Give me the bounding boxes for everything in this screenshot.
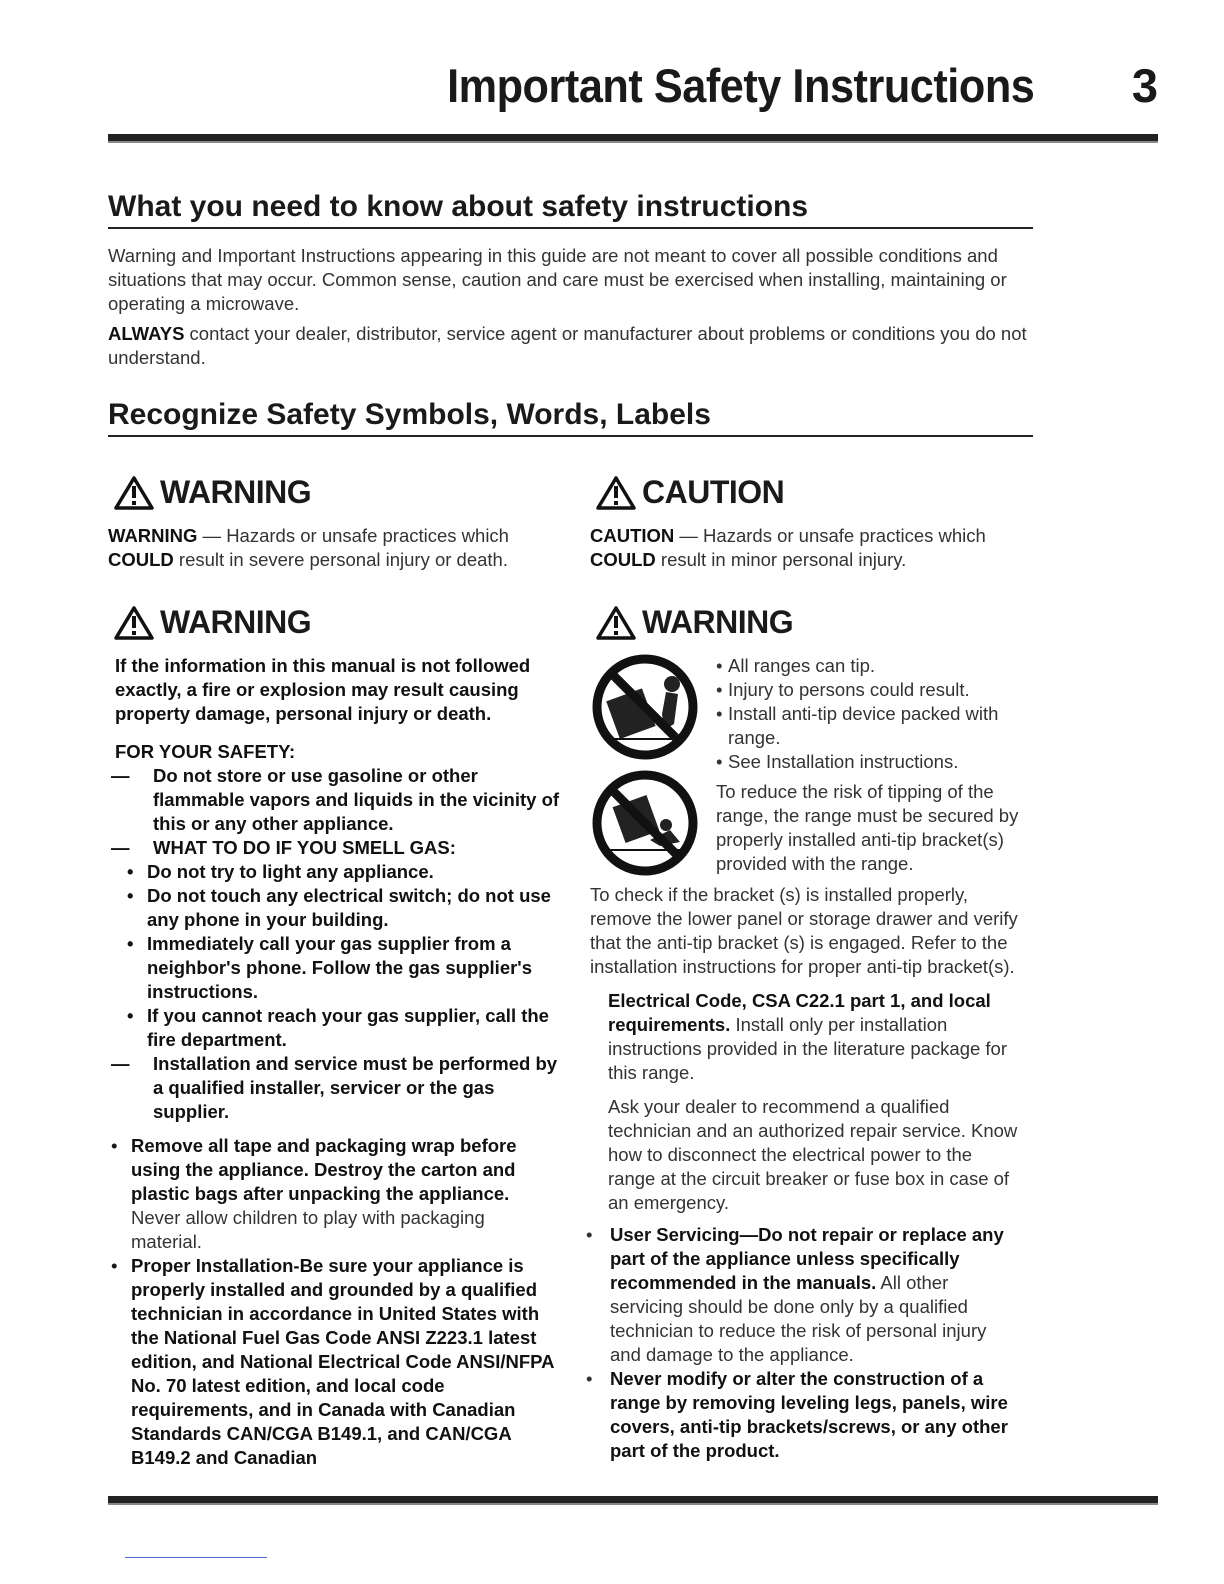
text: All other servicing should be done only by a qualified technician to reduce the risk of personal injury and damage to the appliance. (610, 1272, 987, 1365)
safety-item: — Do not store or use gasoline or other flammable vapors and liquids in the vicinity of this or any other appliance. (111, 765, 560, 834)
item-text: Do not try to light any appliance. (147, 861, 434, 882)
text: result in minor personal injury. (655, 549, 907, 570)
gas-item: • Do not touch any electrical switch; do not use any phone in your building. (127, 884, 560, 932)
page-title: Important Safety Instructions (446, 59, 1034, 112)
text: result in severe personal injury or death. (173, 549, 508, 570)
always-paragraph (108, 322, 1033, 370)
range-tip-icon (590, 654, 700, 760)
term: WARNING (108, 525, 198, 546)
bold-text: User Servicing—Do not repair or replace any part of the appliance unless specifically recommended in the manuals. (610, 1224, 1004, 1293)
could: COULD (108, 549, 174, 570)
caution-signal (594, 474, 784, 511)
tip-warning-signal (594, 604, 793, 641)
for-your-safety-label: FOR YOUR SAFETY: (115, 741, 296, 762)
page-number: 3 (1131, 59, 1158, 112)
caution-definition (590, 524, 1035, 572)
warning-triangle-icon (112, 605, 156, 641)
always-text: contact your dealer, distributor, service agent or manufacturer about problems or conditions you do not understand. (108, 323, 1027, 368)
section-heading-safety-instructions: What you need to know about safety instructions (108, 190, 1033, 229)
term: CAUTION (590, 525, 675, 546)
item-text: Installation and service must be performed by a qualified installer, servicer or the gas supplier. (153, 1053, 558, 1122)
item-text: Install anti-tip device packed with range. (728, 703, 999, 748)
packaging-bullet: • Remove all tape and packaging wrap before using the appliance. Destroy the carton and plastic bags after unpacking the appliance. Never allow children to play with packaging material. (111, 1135, 517, 1252)
gas-item: • Do not try to light any appliance. (127, 861, 434, 882)
warning-signal (112, 474, 311, 511)
safety-item: — Installation and service must be performed by a qualified installer, servicer or the gas supplier. (105, 1052, 560, 1124)
footer-link-line (125, 1557, 267, 1558)
text: Install only per installation instructions provided in the literature package for this range. (608, 1014, 1007, 1083)
tip-item: • See Installation instructions. (716, 751, 959, 772)
could: COULD (590, 549, 656, 570)
gas-warning-intro: If the information in this manual is not followed exactly, a fire or explosion may result causing property damage, personal injury or death. (115, 655, 531, 724)
dealer-paragraph: Ask your dealer to recommend a qualified technician and an authorized repair service. Know how to disconnect the electrical power to the range at the circuit breaker or fuse box in case of an emergency. (608, 1096, 1018, 1213)
range-tip-child-icon (590, 770, 700, 876)
bold-text: Electrical Code, CSA C22.1 part 1, and local requirements. (608, 990, 991, 1035)
gas-warning-signal (112, 604, 311, 641)
user-servicing-bullet: • User Servicing—Do not repair or replace any part of the appliance unless specifically recommended in the manuals. All other servicing should be done only by a qualified technician to reduce the risk of personal injury and damage to the appliance. (586, 1224, 1004, 1365)
always-label: ALWAYS (108, 323, 185, 344)
item-text: Immediately call your gas supplier from a neighbor's phone. Follow the gas supplier's instructions. (147, 933, 532, 1002)
bold-text: Remove all tape and packaging wrap before using the appliance. Destroy the carton and plastic bags after unpacking the appliance. (131, 1135, 517, 1204)
item-text: If you cannot reach your gas supplier, call the fire department. (147, 1005, 549, 1050)
gas-warning-body (111, 654, 560, 1470)
text: Never allow children to play with packaging material. (131, 1207, 485, 1252)
text: — Hazards or unsafe practices which (674, 525, 986, 546)
gas-item: • Immediately call your gas supplier from a neighbor's phone. Follow the gas supplier's instructions. (127, 932, 560, 1004)
item-text: Do not touch any electrical switch; do not use any phone in your building. (147, 885, 551, 930)
tip-item: • Install anti-tip device packed with range. (716, 702, 1036, 750)
signal-word: WARNING (642, 604, 794, 640)
item-text: Do not store or use gasoline or other flammable vapors and liquids in the vicinity of this or any other appliance. (153, 765, 560, 834)
item-text: See Installation instructions. (728, 751, 959, 772)
signal-word: WARNING (160, 474, 312, 510)
item-text: WHAT TO DO IF YOU SMELL GAS: (153, 837, 456, 858)
gas-item: • If you cannot reach your gas supplier, call the fire department. (127, 1004, 560, 1052)
installation-bullet: • Proper Installation-Be sure your appliance is properly installed and grounded by a qualified technician in accordance in United States with the National Fuel Gas Code ANSI Z223.1 latest edition, and National Electrical Code ANSI/NFPA No. 70 latest edition, and local code requirements, and in Canada with Canadian Standards CAN/CGA B149.1, and CAN/CGA B149.2 and Canadian (111, 1254, 560, 1470)
warning-triangle-icon (594, 605, 638, 641)
bold-text: Proper Installation-Be sure your appliance is properly installed and grounded by a qualified technician in accordance in United States with the National Fuel Gas Code ANSI Z223.1 latest edition, and National Electrical Code ANSI/NFPA No. 70 latest edition, and local code requirements, and in Canada with Canadian Standards CAN/CGA B149.1, and CAN/CGA B149.2 and Canadian (131, 1255, 554, 1468)
tip-paragraph: To reduce the risk of tipping of the range, the range must be secured by properly installed anti-tip bracket(s) provided with the range. (716, 781, 1019, 874)
footer-rule (108, 1496, 1158, 1505)
warning-triangle-icon (112, 475, 156, 511)
warning-triangle-icon (594, 475, 638, 511)
intro-paragraph: Warning and Important Instructions appearing in this guide are not meant to cover all possible conditions and situations that may occur. Common sense, caution and care must be exercised when installing, maintaining or operating a microwave. (108, 245, 1007, 314)
signal-word: WARNING (160, 604, 312, 640)
bold-text: Never modify or alter the construction of a range by removing leveling legs, panels, wire covers, anti-tip brackets/screws, or any other part of the product. (610, 1368, 1008, 1461)
safety-item: — WHAT TO DO IF YOU SMELL GAS: (111, 837, 456, 858)
right-body (586, 883, 1020, 1463)
warning-definition (108, 524, 558, 572)
text: — Hazards or unsafe practices which (197, 525, 509, 546)
tip-item: • All ranges can tip. (716, 655, 876, 676)
check-bracket-paragraph: To check if the bracket (s) is installed properly, remove the lower panel or storage drawer and verify that the anti-tip bracket (s) is engaged. Refer to the installation instructions for proper anti-tip bracket(s). (590, 884, 1018, 977)
signal-word: CAUTION (642, 474, 785, 510)
tip-item: • Injury to persons could result. (716, 679, 970, 700)
item-text: All ranges can tip. (728, 655, 876, 676)
tip-list (716, 654, 1036, 876)
section-heading-safety-symbols: Recognize Safety Symbols, Words, Labels (108, 398, 1033, 437)
never-modify-bullet: • Never modify or alter the construction of a range by removing leveling legs, panels, wire covers, anti-tip brackets/screws, or any other part of the product. (586, 1367, 1020, 1463)
header-rule (108, 134, 1158, 143)
item-text: Injury to persons could result. (728, 679, 970, 700)
